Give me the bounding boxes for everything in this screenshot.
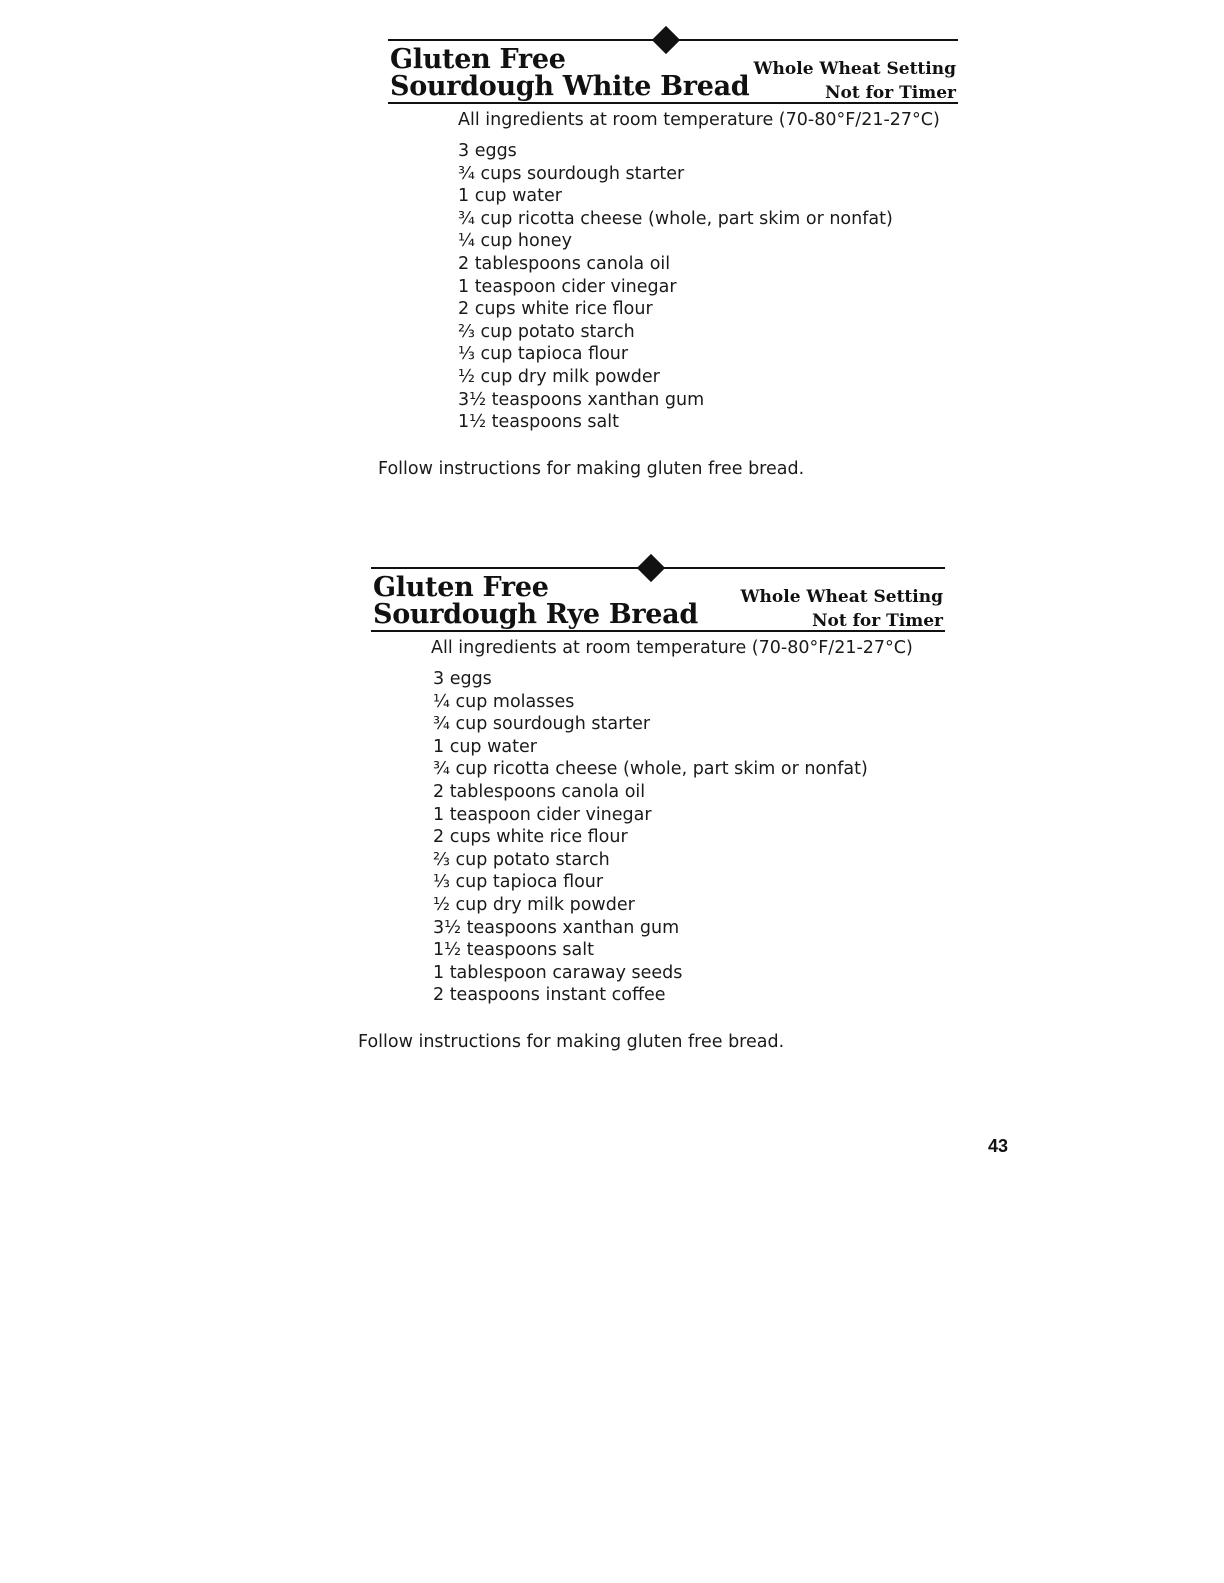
ingredient-item: 2 cups white rice flour [458, 299, 653, 320]
ingredient-item: ¾ cup sourdough starter [433, 714, 651, 735]
ingredient-item: 3 eggs [433, 669, 492, 689]
page-number: 43 [988, 1136, 1009, 1156]
ingredient-item: 1 cup water [458, 186, 562, 207]
temperature-note: All ingredients at room temperature (70-80°F/21-27°C) [458, 110, 940, 130]
ingredient-item: ¾ cups sourdough starter [458, 163, 685, 184]
ingredient-item: ¼ cup molasses [433, 691, 575, 712]
ingredient-item: 3 eggs [458, 141, 517, 161]
ingredient-item: ⅓ cup tapioca flour [433, 872, 604, 893]
temperature-note: All ingredients at room temperature (70-80°F/21-27°C) [431, 638, 913, 658]
recipe-body [358, 635, 945, 1055]
title-line-1: Gluten Free [373, 572, 549, 603]
instruction-note: Follow instructions for making gluten free bread. [378, 458, 805, 479]
ingredient-item: 1 teaspoon cider vinegar [458, 276, 677, 297]
instruction-note: Follow instructions for making gluten free bread. [358, 1031, 785, 1052]
recipe-header [388, 42, 958, 102]
ingredient-item: 1 tablespoon caraway seeds [433, 962, 683, 983]
recipe-title [390, 46, 749, 100]
ingredient-item: 1½ teaspoons salt [458, 412, 619, 433]
ingredient-item: ¾ cup ricotta cheese (whole, part skim or nonfat) [433, 759, 868, 780]
recipe-rye-bread [358, 556, 945, 1055]
ingredient-item: ¼ cup honey [458, 231, 572, 252]
ingredient-item: ⅔ cup potato starch [433, 849, 610, 870]
ingredient-item: 2 tablespoons canola oil [458, 253, 671, 274]
ingredient-item: 2 tablespoons canola oil [433, 781, 646, 802]
title-line-2: Sourdough Rye Bread [373, 599, 698, 630]
setting-info [740, 585, 943, 633]
ingredient-item: ¾ cup ricotta cheese (whole, part skim or nonfat) [458, 208, 893, 229]
top-rule [388, 28, 958, 42]
ingredient-item: ½ cup dry milk powder [433, 894, 635, 915]
ingredient-item: 2 cups white rice flour [433, 827, 628, 848]
ingredient-item: ⅔ cup potato starch [458, 321, 635, 342]
ingredient-item: 1½ teaspoons salt [433, 940, 594, 961]
ingredient-item: 2 teaspoons instant coffee [433, 985, 666, 1006]
ingredient-item: ½ cup dry milk powder [458, 366, 660, 387]
setting-info [753, 57, 956, 105]
recipe-body [378, 107, 958, 482]
ingredient-item: 1 cup water [433, 736, 537, 757]
recipe-title [373, 574, 698, 628]
ingredient-item: 3½ teaspoons xanthan gum [458, 389, 705, 410]
setting-label: Whole Wheat Setting [740, 587, 943, 607]
setting-label: Whole Wheat Setting [753, 59, 956, 79]
ingredient-list [371, 668, 945, 1007]
title-line-2: Sourdough White Bread [390, 71, 750, 102]
timer-label: Not for Timer [824, 83, 956, 103]
recipe-white-bread [378, 28, 958, 482]
ingredient-list [388, 140, 958, 434]
ingredient-item: ⅓ cup tapioca flour [458, 344, 629, 365]
ingredient-item: 1 teaspoon cider vinegar [433, 804, 652, 825]
top-rule [371, 556, 945, 570]
ingredient-item: 3½ teaspoons xanthan gum [433, 917, 680, 938]
timer-label: Not for Timer [811, 611, 943, 631]
title-line-1: Gluten Free [390, 44, 566, 75]
recipe-header [371, 570, 945, 630]
